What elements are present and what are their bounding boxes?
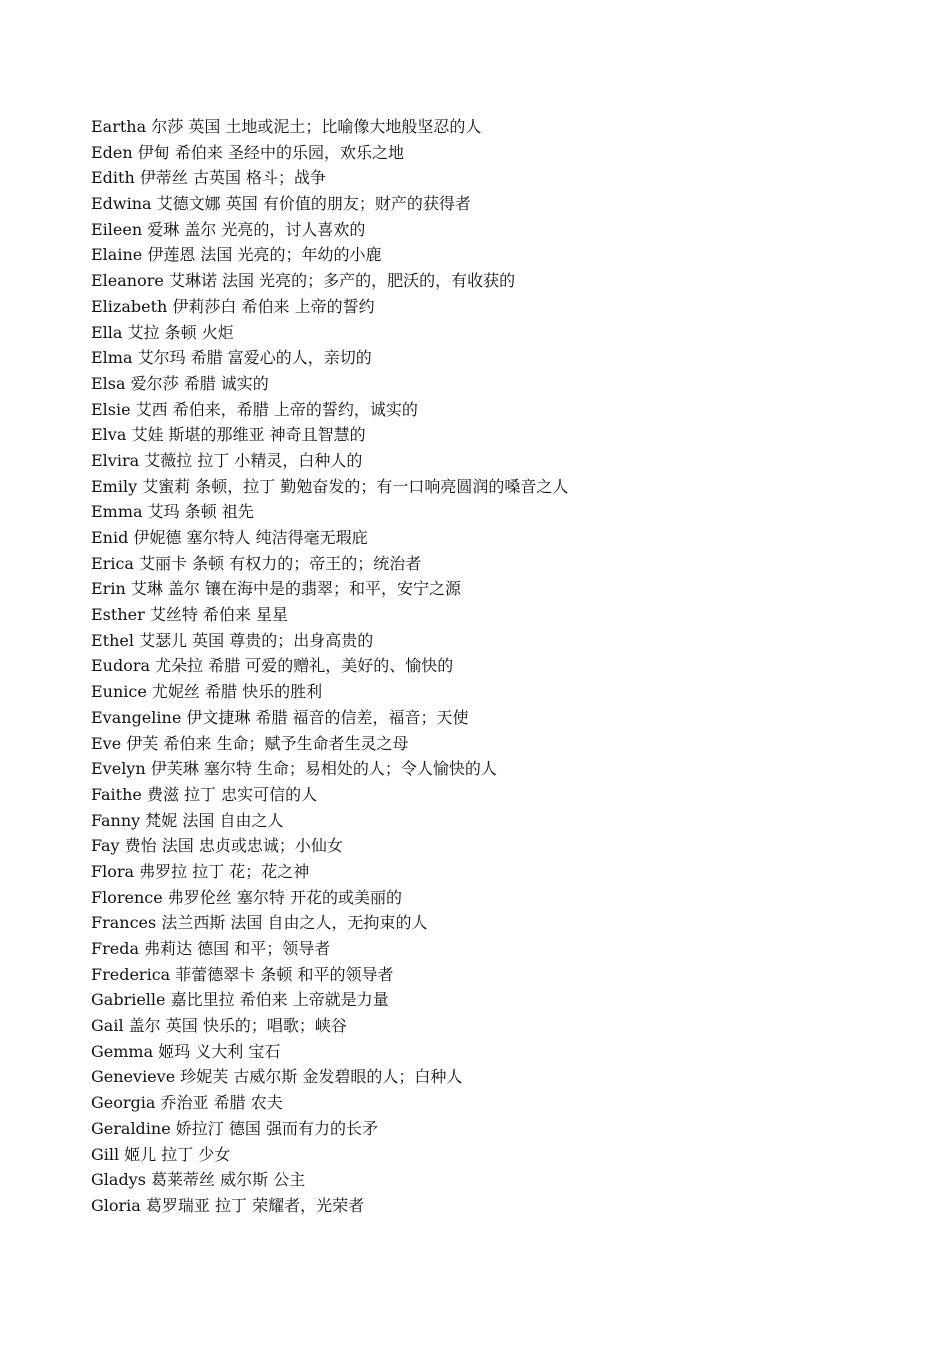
list-item: Elsie 艾西 希伯来，希腊 上帝的誓约，诚实的 [91,399,418,419]
list-item: Eve 伊芙 希伯来 生命；赋予生命者生灵之母 [91,733,409,753]
list-item: Elvira 艾薇拉 拉丁 小精灵，白种人的 [91,450,363,470]
list-item: Edith 伊蒂丝 古英国 格斗；战争 [91,168,327,188]
list-item: Fay 费怡 法国 忠贞或忠诚；小仙女 [91,836,343,856]
list-item: Edwina 艾德文娜 英国 有价值的朋友；财产的获得者 [91,194,471,214]
list-item: Eudora 尤朵拉 希腊 可爱的赠礼，美好的、愉快的 [91,656,454,676]
list-item: Elva 艾娃 斯堪的那维亚 神奇且智慧的 [91,425,366,445]
list-item: Ethel 艾瑟儿 英国 尊贵的；出身高贵的 [91,630,374,650]
list-item: Emma 艾玛 条顿 祖先 [91,502,254,522]
list-item: Flora 弗罗拉 拉丁 花；花之神 [91,861,310,881]
list-item: Genevieve 珍妮芙 古威尔斯 金发碧眼的人；白种人 [91,1067,463,1087]
list-item: Eden 伊甸 希伯来 圣经中的乐园，欢乐之地 [91,142,404,162]
list-item: Gabrielle 嘉比里拉 希伯来 上帝就是力量 [91,990,389,1010]
list-item: Frederica 菲蕾德翠卡 条顿 和平的领导者 [91,964,394,984]
list-item: Gladys 葛莱蒂丝 威尔斯 公主 [91,1170,306,1190]
list-item: Enid 伊妮德 塞尔特人 纯洁得毫无瑕庇 [91,528,368,547]
list-item: Eunice 尤妮丝 希腊 快乐的胜利 [91,682,323,702]
list-item: Esther 艾丝特 希伯来 星星 [91,605,289,625]
list-item: Elsa 爱尔莎 希腊 诚实的 [91,373,269,393]
list-item: Gemma 姬玛 义大利 宝石 [91,1041,281,1061]
list-item: Eleanore 艾琳诺 法国 光亮的；多产的，肥沃的，有收获的 [91,271,516,291]
list-item: Emily 艾蜜莉 条顿，拉丁 勤勉奋发的；有一口响亮圆润的嗓音之人 [91,476,569,496]
list-item: Faithe 费滋 拉丁 忠实可信的人 [91,784,318,804]
list-item: Freda 弗莉达 德国 和平；领导者 [91,939,331,958]
list-item: Ella 艾拉 条顿 火炬 [91,322,234,342]
list-item: Evelyn 伊芙琳 塞尔特 生命；易相处的人；令人愉快的人 [91,759,497,779]
list-item: Eartha 尔莎 英国 土地或泥土；比喻像大地般坚忍的人 [91,117,482,136]
list-item: Evangeline 伊文捷琳 希腊 福音的信差，福音；天使 [91,707,469,727]
list-item: Florence 弗罗伦丝 塞尔特 开花的或美丽的 [91,887,402,907]
list-item: Gill 姬儿 拉丁 少女 [91,1144,231,1164]
list-item: Gail 盖尔 英国 快乐的；唱歌；峡谷 [91,1016,347,1036]
list-item: Gloria 葛罗瑞亚 拉丁 荣耀者，光荣者 [91,1195,365,1215]
list-item: Fanny 梵妮 法国 自由之人 [91,810,284,830]
list-item: Geraldine 娇拉汀 德国 强而有力的长矛 [91,1118,378,1138]
list-item: Erica 艾丽卡 条顿 有权力的；帝王的；统治者 [91,553,422,573]
name-list [91,114,911,1219]
list-item: Elaine 伊莲恩 法国 光亮的；年幼的小鹿 [91,245,382,265]
list-item: Erin 艾琳 盖尔 镶在海中是的翡翠；和平，安宁之源 [91,579,462,599]
list-item: Elizabeth 伊莉莎白 希伯来 上帝的誓约 [91,296,375,316]
list-item: Elma 艾尔玛 希腊 富爱心的人，亲切的 [91,348,372,368]
list-item: Georgia 乔治亚 希腊 农夫 [91,1093,283,1113]
list-item: Eileen 爱琳 盖尔 光亮的，讨人喜欢的 [91,219,366,239]
list-item: Frances 法兰西斯 法国 自由之人，无拘束的人 [91,913,428,933]
